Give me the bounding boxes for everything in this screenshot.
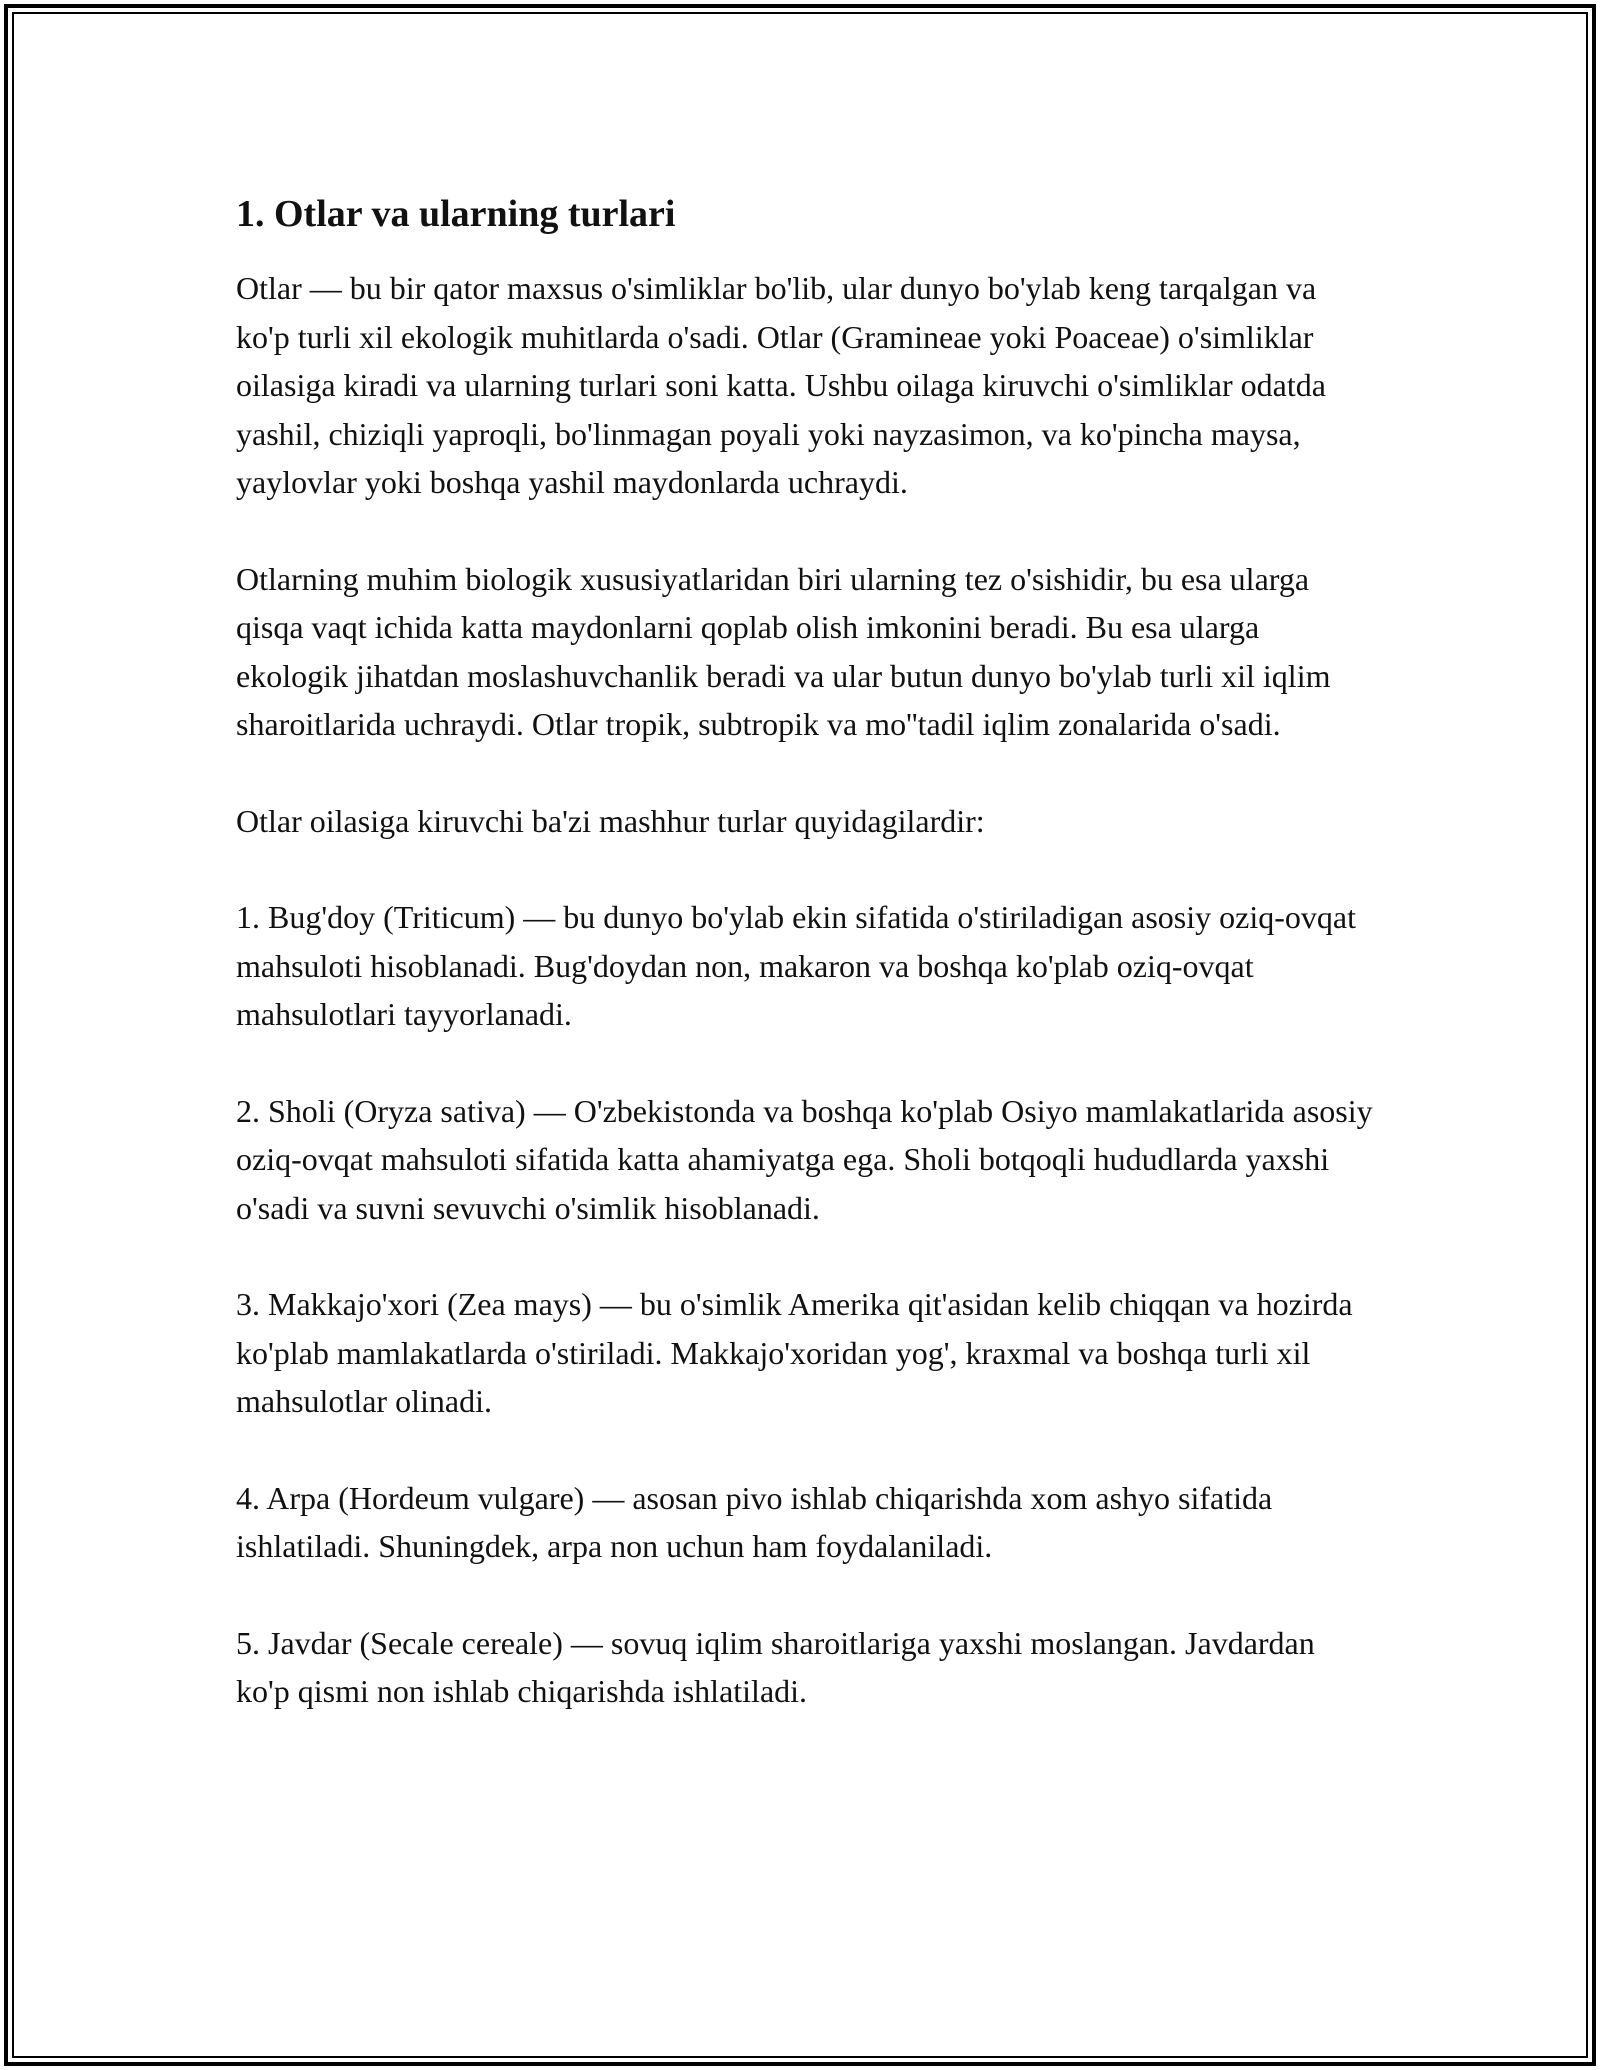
list-item-barley: 4. Arpa (Hordeum vulgare) — asosan pivo ishlab chiqarishda xom ashyo sifatida ishlatiladi. Shuningdek, arpa non uchun ham foydalaniladi. bbox=[236, 1479, 1273, 1564]
list-item-maize: 3. Makkajo'xori (Zea mays) — bu o'simlik Amerika qit'asidan kelib chiqqan va hozirda ko'plab mamlakatlarda o'stiriladi. Makkajo'xoridan yog', kraxmal va boshqa turli xil mahsulotlar olinadi. bbox=[236, 1286, 1353, 1419]
section-title: 1. Otlar va ularning turlari bbox=[236, 193, 676, 235]
paragraph-biology: Otlarning muhim biologik xususiyatlaridan biri ularning tez o'sishidir, bu esa ularga qisqa vaqt ichida katta maydonlarni qoplab olish imkonini beradi. Bu esa ularga ekologik jihatdan moslashuvchanlik beradi va ular butun dunyo bo'ylab turli xil iqlim sharoitlarida uchraydi. Otlar tropik, subtropik va mo''tadil iqlim zonalarida o'sadi. bbox=[236, 560, 1331, 742]
list-item-wheat: 1. Bug'doy (Triticum) — bu dunyo bo'ylab ekin sifatida o'stiriladigan asosiy oziq-ovqat mahsuloti hisoblanadi. Bug'doydan non, makaron va boshqa ko'plab oziq-ovqat mahsulotlari tayyorlanadi. bbox=[236, 899, 1356, 1032]
list-item-rye: 5. Javdar (Secale cereale) — sovuq iqlim sharoitlariga yaxshi moslangan. Javdardan ko'p qismi non ishlab chiqarishda ishlatiladi. bbox=[236, 1624, 1315, 1709]
paragraph-list-intro: Otlar oilasiga kiruvchi ba'zi mashhur turlar quyidagilardir: bbox=[236, 802, 985, 839]
list-item-rice: 2. Sholi (Oryza sativa) — O'zbekistonda va boshqa ko'plab Osiyo mamlakatlarida asosiy oziq-ovqat mahsuloti sifatida katta ahamiyatga ega. Sholi botqoqli hududlarda yaxshi o'sadi va suvni sevuvchi o'simlik hisoblanadi. bbox=[236, 1092, 1373, 1226]
document-body bbox=[236, 186, 1376, 1764]
paragraph-intro: Otlar — bu bir qator maxsus o'simliklar bo'lib, ular dunyo bo'ylab keng tarqalgan va ko'p turli xil ekologik muhitlarda o'sadi. Otlar (Gramineae yoki Poaceae) o'simliklar oilasiga kiradi va ularning turlari soni katta. Ushbu oilaga kiruvchi o'simliklar odatda yashil, chiziqli yaproqli, bo'linmagan poyali yoki nayzasimon, va ko'pincha maysa, yaylovlar yoki boshqa yashil maydonlarda uchraydi. bbox=[236, 270, 1326, 500]
